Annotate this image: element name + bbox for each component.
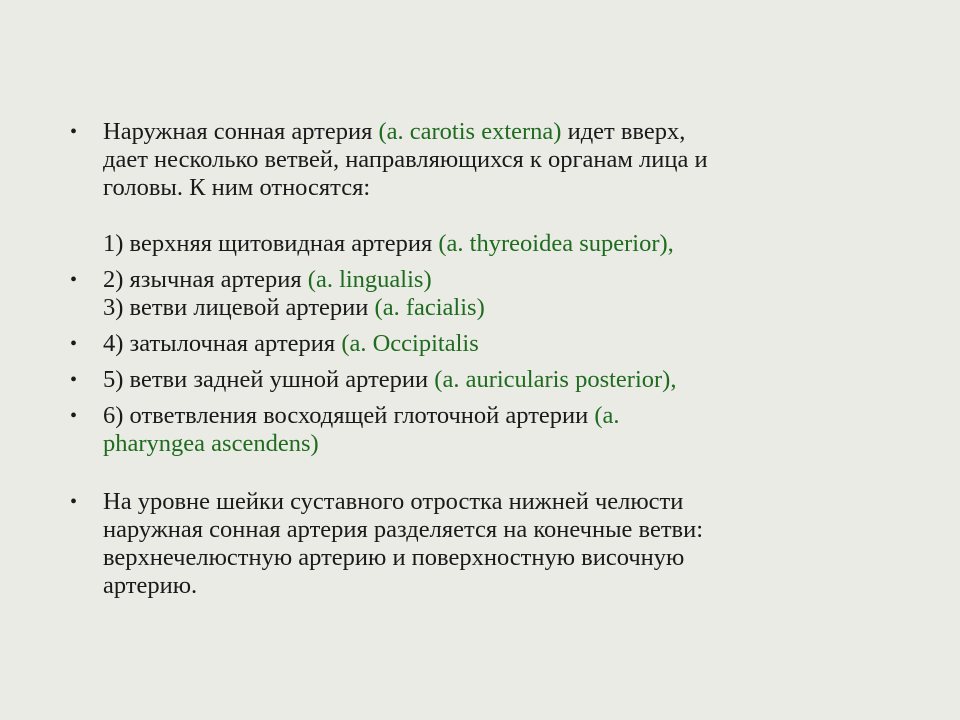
bullet-dot: • (70, 269, 78, 291)
bullet-item-external-carotid (70, 118, 910, 258)
bullet-line: 6) ответвления восходящей глоточной артерии (a. (103, 402, 620, 429)
bullet-line: артерию. (103, 572, 198, 599)
bullet-line: 5) ветви задней ушной артерии (a. auricularis posterior), (103, 366, 677, 393)
bullet-item-lingual-facial (70, 266, 910, 322)
bullet-line: верхнечелюстную артерию и поверхностную височную (103, 544, 685, 571)
bullet-line: Наружная сонная артерия (a. carotis externa) идет вверх, (103, 118, 686, 145)
bullet-line: головы. К ним относятся: (103, 174, 371, 201)
bullet-line: pharyngea ascendens) (103, 430, 319, 457)
bullet-dot: • (70, 121, 78, 143)
bullet-line: На уровне шейки суставного отростка нижней челюсти (103, 488, 684, 515)
bullet-item-occipital (70, 330, 910, 358)
bullet-item-posterior-auricular (70, 366, 910, 394)
bullet-line: 2) язычная артерия (a. lingualis) (103, 266, 432, 293)
bullet-line: 1) верхняя щитовидная артерия (a. thyreoidea superior), (103, 230, 674, 257)
bullet-line: наружная сонная артерия разделяется на конечные ветви: (103, 516, 704, 543)
bullet-item-ascending-pharyngeal (70, 402, 910, 458)
bullet-item-terminal-branches (70, 488, 910, 600)
bullet-dot: • (70, 369, 78, 391)
slide-body (70, 118, 910, 600)
bullet-line: дает несколько ветвей, направляющихся к органам лица и (103, 146, 708, 173)
bullet-dot: • (70, 333, 78, 355)
bullet-line: 4) затылочная артерия (a. Occipitalis (103, 330, 479, 357)
bullet-dot: • (70, 405, 78, 427)
bullet-dot: • (70, 491, 78, 513)
bullet-line: 3) ветви лицевой артерии (a. facialis) (103, 294, 485, 321)
